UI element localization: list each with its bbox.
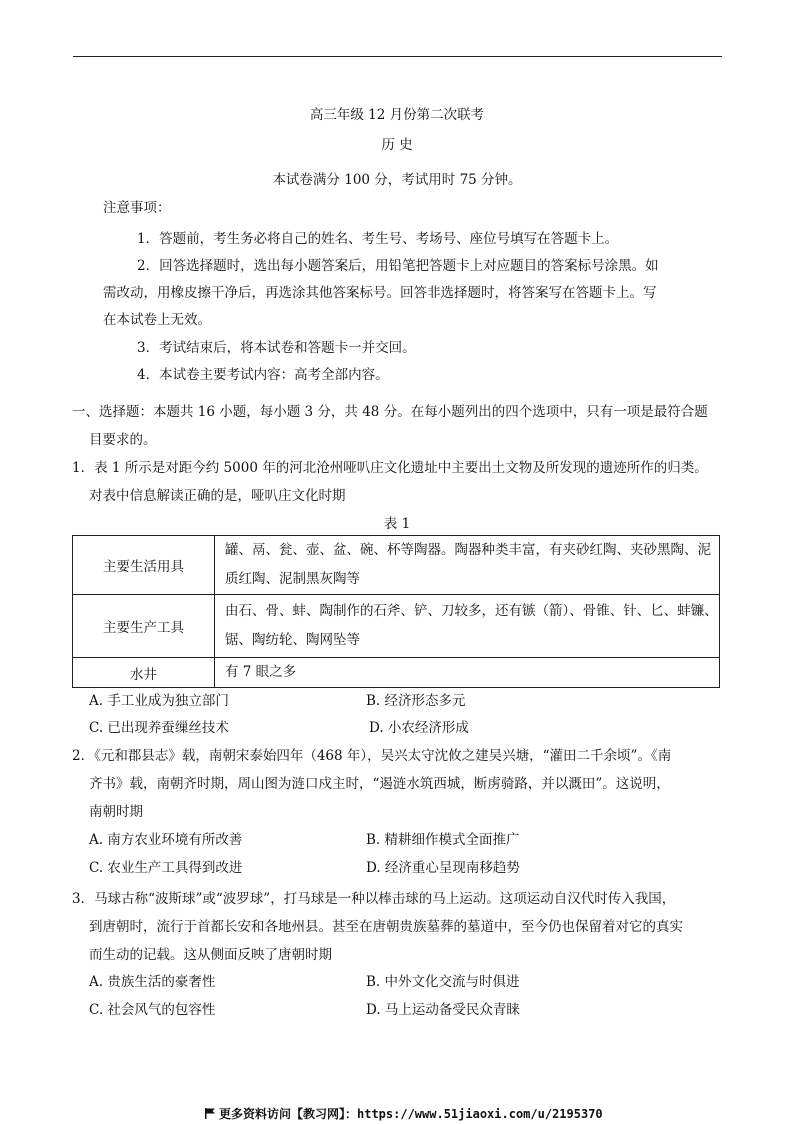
note-item-4: 4．本试卷主要考试内容：高考全部内容。	[137, 367, 389, 383]
table-row-content: 有 7 眼之多	[215, 658, 720, 688]
table-row-content: 由石、骨、蚌、陶制作的石斧、铲、刀较多，还有镞（箭）、骨锥、针、匕、蚌镰、锯、陶纺轮、陶网坠等	[215, 595, 720, 658]
table-row-content: 罐、鬲、瓮、壶、盆、碗、杯等陶器。陶器种类丰富，有夹砂红陶、夹砂黑陶、泥质红陶、泥制黑灰陶等	[215, 536, 720, 595]
table-row-label: 主要生产工具	[73, 595, 215, 658]
note-item-2-line-2: 需改动，用橡皮擦干净后，再选涂其他答案标号。回答非选择题时，将答案写在答题卡上。写	[103, 285, 657, 301]
q3-stem-line-2: 到唐朝时，流行于首都长安和各地州县。甚至在唐朝贵族墓葬的墓道中，至今仍也保留着对它的真实	[89, 919, 683, 935]
note-item-1: 1．答题前，考生务必将自己的姓名、考生号、考场号、座位号填写在答题卡上。	[137, 231, 619, 247]
q1-option-c: C. 已出现养蚕缫丝技术	[89, 720, 229, 736]
q2-option-d: D. 经济重心呈现南移趋势	[366, 860, 520, 876]
section-1-line-2: 目要求的。	[89, 432, 157, 448]
note-item-2-line-1: 2．回答选择题时，选出每小题答案后，用铅笔把答题卡上对应题目的答案标号涂黑。如	[137, 258, 659, 274]
footer-text[interactable]: 更多资料访问【教习网】：https://www.51jiaoxi.com/u/2195370	[219, 1107, 603, 1121]
footer-link[interactable]	[205, 1105, 603, 1122]
exam-title: 高三年级 12 月份第二次联考	[309, 107, 485, 123]
table-row-label: 水井	[73, 658, 215, 688]
header-rule	[73, 56, 722, 57]
q2-option-c: C. 农业生产工具得到改进	[89, 860, 243, 876]
q2-stem-line-3: 南朝时期	[89, 804, 143, 820]
table-row	[73, 595, 720, 658]
note-item-2-line-3: 在本试卷上无效。	[103, 312, 211, 328]
exam-info: 本试卷满分 100 分，考试用时 75 分钟。	[272, 172, 522, 188]
notes-heading: 注意事项：	[103, 200, 171, 216]
q2-option-b: B. 精耕细作模式全面推广	[366, 832, 520, 848]
q2-stem-line-1: 2．《元和郡县志》载，南朝宋泰始四年（468 年），吴兴太守沈攸之建吴兴塘，“灌田二千余顷”。《南	[72, 748, 672, 764]
q1-option-a: A. 手工业成为独立部门	[89, 693, 229, 709]
table-row	[73, 536, 720, 595]
q1-stem-line-1: 1．表 1 所示是对距今约 5000 年的河北沧州哑叭庄文化遗址中主要出土文物及所发现的遗迹所作的归类。	[72, 460, 708, 476]
q1-stem-line-2: 对表中信息解读正确的是，哑叭庄文化时期	[89, 488, 346, 504]
section-1-line-1: 一、选择题：本题共 16 小题，每小题 3 分，共 48 分。在每小题列出的四个选项中，只有一项是最符合题	[72, 404, 708, 420]
q1-option-d: D. 小农经济形成	[369, 720, 469, 736]
q3-stem-line-3: 而生动的记载。这从侧面反映了唐朝时期	[89, 947, 332, 963]
flag-icon	[205, 1108, 215, 1119]
q2-stem-line-2: 齐书》载，南朝齐时期，周山图为涟口戍主时，“遏涟水筑西城，断虏骑路，并以溉田”。这说明，	[89, 776, 670, 792]
table-caption: 表 1	[383, 516, 411, 532]
q2-option-a: A. 南方农业环境有所改善	[89, 832, 243, 848]
q3-option-b: B. 中外文化交流与时俱进	[366, 974, 520, 990]
artifacts-table	[72, 535, 720, 688]
q1-option-b: B. 经济形态多元	[366, 693, 466, 709]
q3-stem-line-1: 3．马球古称“波斯球”或“波罗球”，打马球是一种以棒击球的马上运动。这项运动自汉代时传入我国，	[72, 891, 676, 907]
table-row	[73, 658, 720, 688]
note-item-3: 3．考试结束后，将本试卷和答题卡一并交回。	[137, 340, 416, 356]
subject-title: 历 史	[381, 137, 413, 153]
q3-option-c: C. 社会风气的包容性	[89, 1002, 216, 1018]
table-row-label: 主要生活用具	[73, 536, 215, 595]
q3-option-d: D. 马上运动备受民众青睐	[366, 1002, 520, 1018]
q3-option-a: A. 贵族生活的豪奢性	[89, 974, 216, 990]
